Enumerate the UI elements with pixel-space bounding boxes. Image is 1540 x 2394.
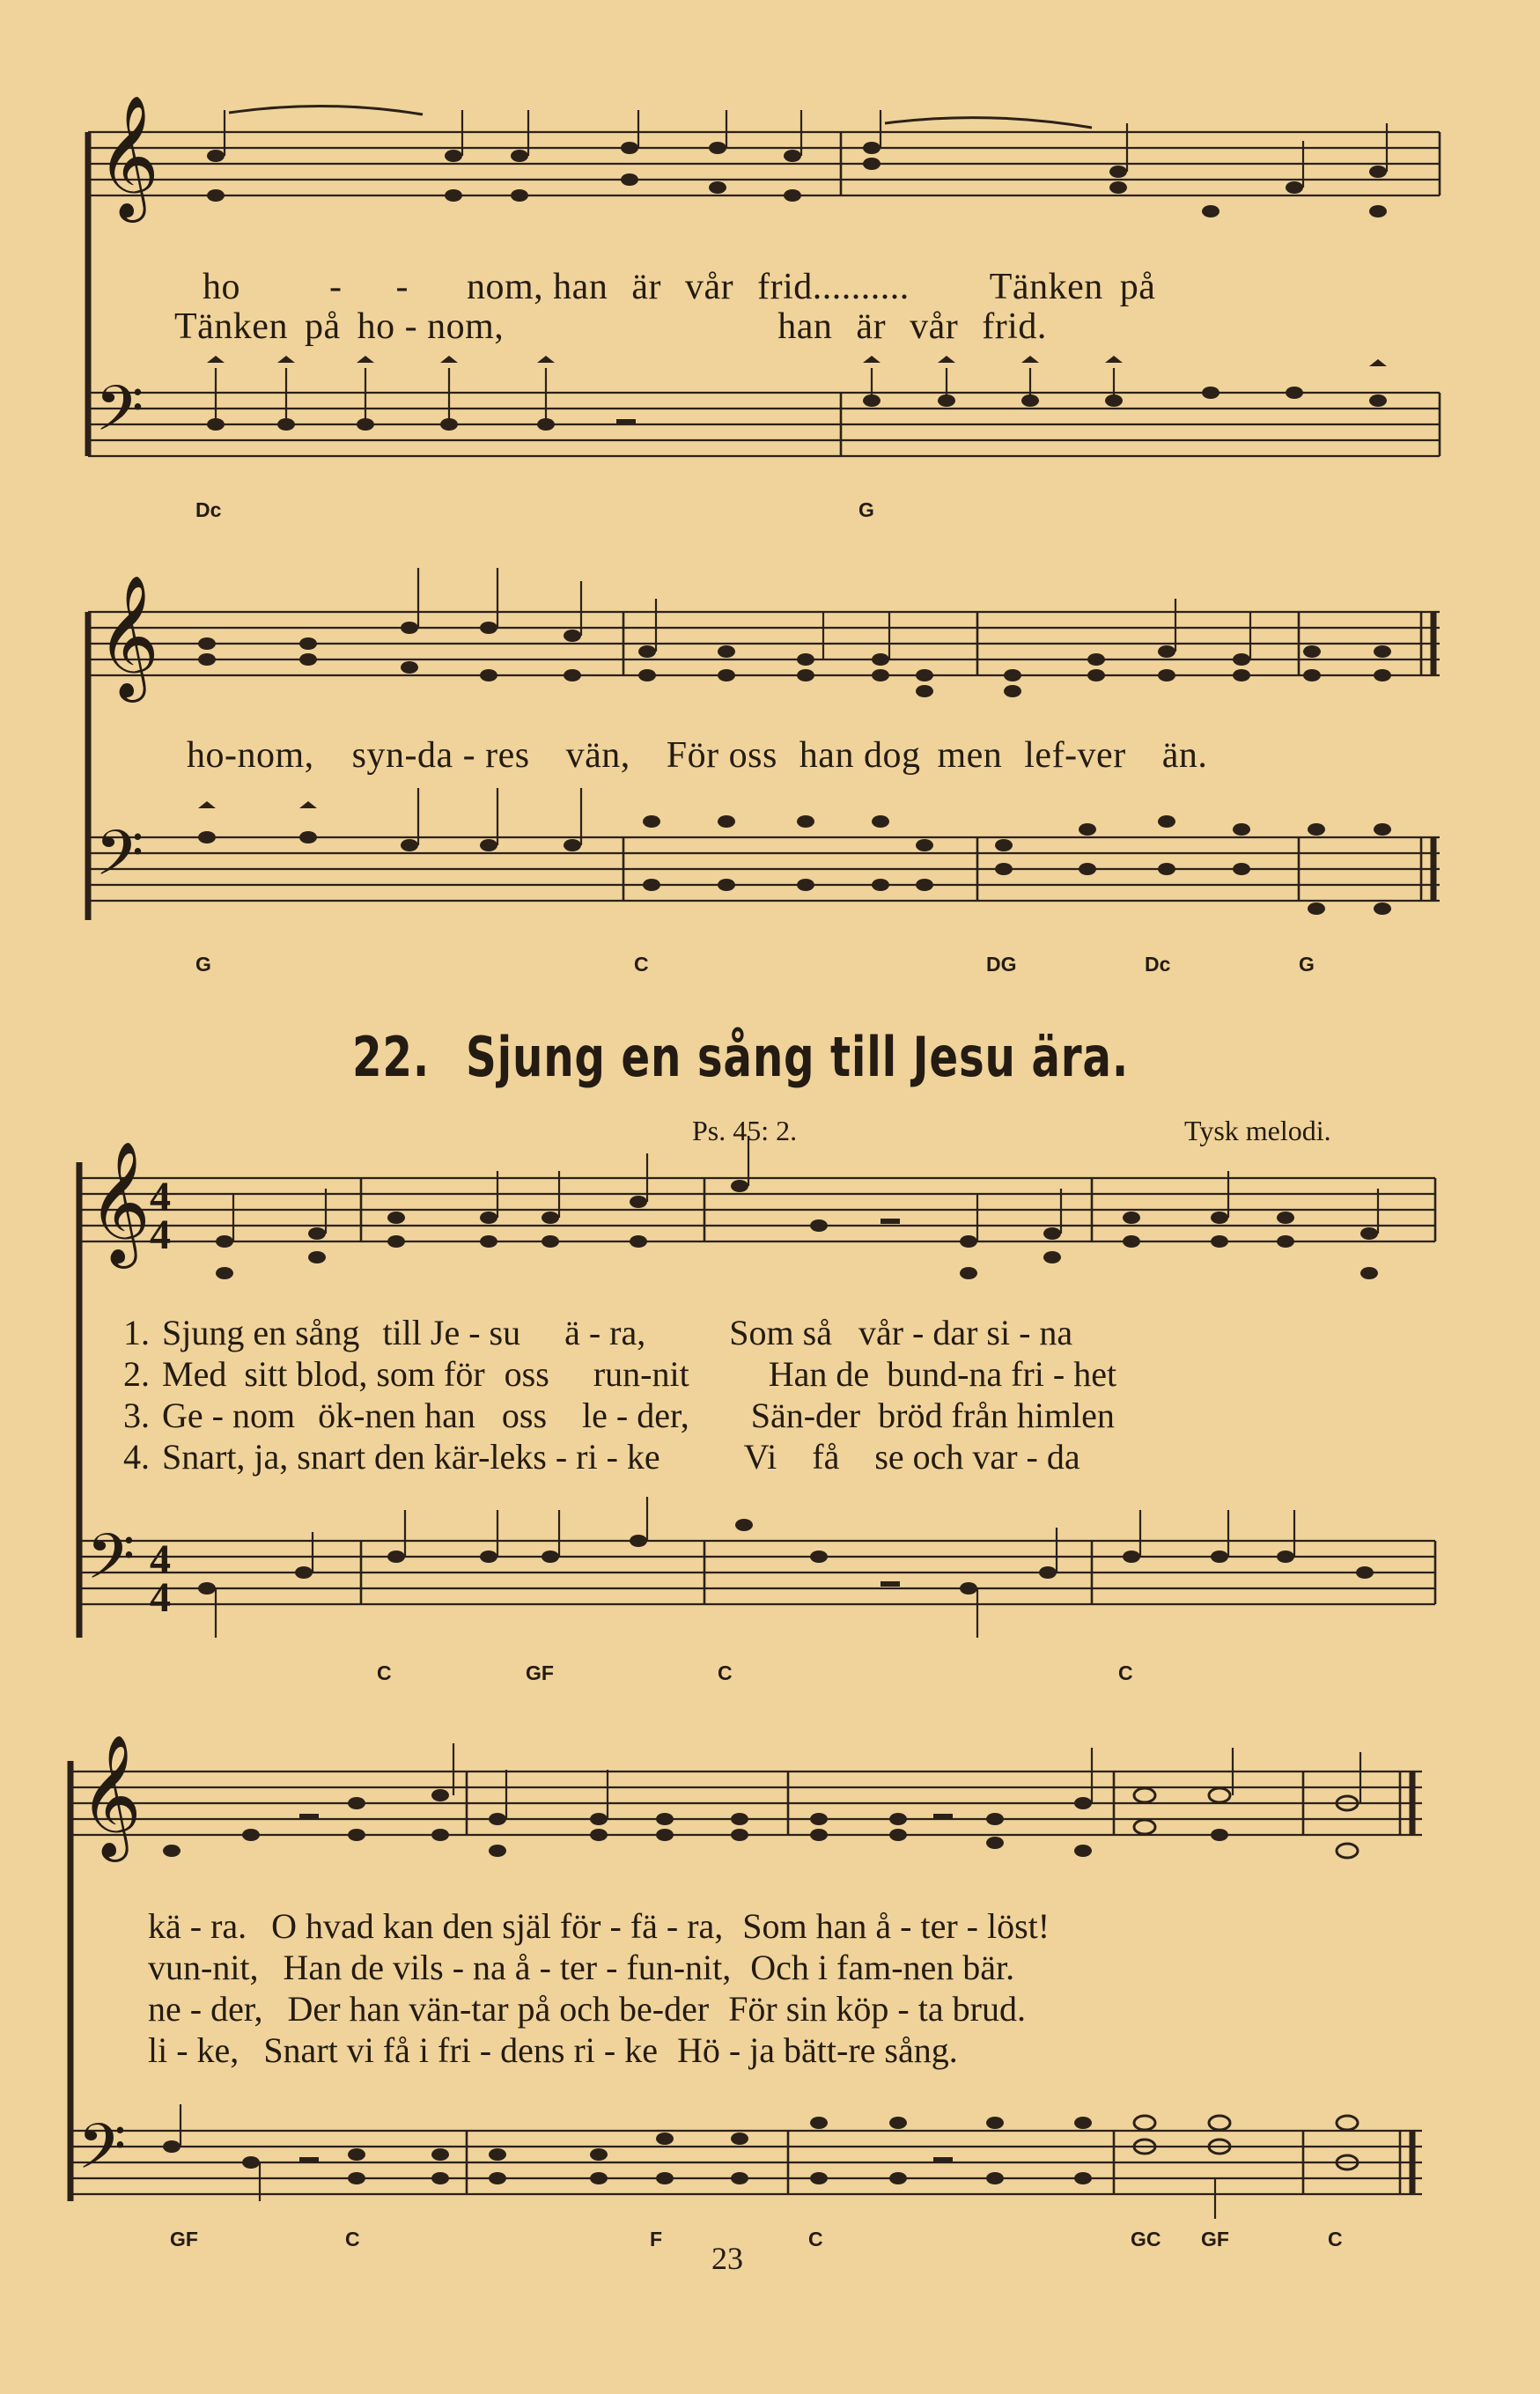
chord-label: GF [170,2228,198,2250]
verse-line-4: 4. Snart, ja, snart den kär-leks - ri - ke Vi få se och var - da [123,1437,1080,1477]
time-signature-bass: 4 4 [150,1536,171,1622]
chord-label: DG [986,953,1017,976]
chord-label: Dc [195,498,222,521]
chord-label: Dc [1145,953,1171,976]
verse-line-2: vun-nit, Han de vils - na å - ter - fun-nit, Och i fam-nen bär. [148,1948,1015,1987]
bass-clef-icon: 𝄢 [86,1521,136,1609]
bass-clef-icon: 𝄢 [95,372,144,460]
page-number: 23 [711,2241,743,2276]
verse-line-1: 1. Sjung en sång till Je - su ä - ra, Som så vår - dar si - na [123,1313,1073,1352]
song-title: Sjung en sång till Jesu ära. [466,1025,1129,1089]
chord-label: C [377,1661,392,1684]
chord-label: F [650,2228,663,2250]
verse-line-4: li - ke, Snart vi få i fri - dens ri - ke Hö - ja bätt-re sång. [148,2030,958,2070]
chord-label: GC [1131,2228,1161,2250]
treble-clef-icon: 𝄞 [79,1735,142,1857]
bass-clef-icon: 𝄢 [77,2110,127,2199]
treble-clef-icon: 𝄞 [97,575,159,697]
song-heading [352,1025,1129,1089]
chord-label: C [345,2228,360,2250]
chord-label: C [718,1661,733,1684]
treble-clef-icon: 𝄞 [88,1141,151,1263]
verse-line-1: kä - ra. O hvad kan den själ för - fä - ra, Som han å - ter - löst! [148,1906,1050,1946]
verse-line-3: ne - der, Der han vän-tar på och be-der För sin köp - ta brud. [148,1989,1026,2029]
lyric-line: ho-nom, syn-da - res vän, För oss han dog men lef-ver än. [187,735,1208,776]
chord-label: C [634,953,649,976]
verse-line-2: 2. Med sitt blod, som för oss run-nit Han de bund-na fri - het [123,1354,1117,1394]
lyric-line-upper: ho - - nom, han är vår frid.......... Tänken på [203,267,1156,307]
chord-label: GF [526,1661,554,1684]
time-signature-treble: 4 4 [150,1174,171,1259]
chord-label: C [808,2228,823,2250]
verse-block [123,1312,1116,1477]
verse-block [148,1905,1050,2071]
chord-label: GF [1201,2228,1229,2250]
chord-label: G [195,953,211,976]
treble-clef-icon: 𝄞 [97,95,159,217]
lyric-line-lower: Tänken på ho - nom, han är vår frid. [174,306,1047,347]
chord-label: C [1118,1661,1133,1684]
chord-label: G [1299,953,1315,976]
song-number: 22. [352,1025,431,1089]
chord-label: G [858,498,874,521]
chord-label: C [1328,2228,1343,2250]
melody-credit: Tysk melodi. [1184,1115,1331,1146]
scripture-reference: Ps. 45: 2. [692,1115,798,1146]
bass-clef-icon: 𝄢 [95,817,144,905]
verse-line-3: 3. Ge - nom ök-nen han oss le - der, Sän-der bröd från himlen [123,1396,1115,1435]
